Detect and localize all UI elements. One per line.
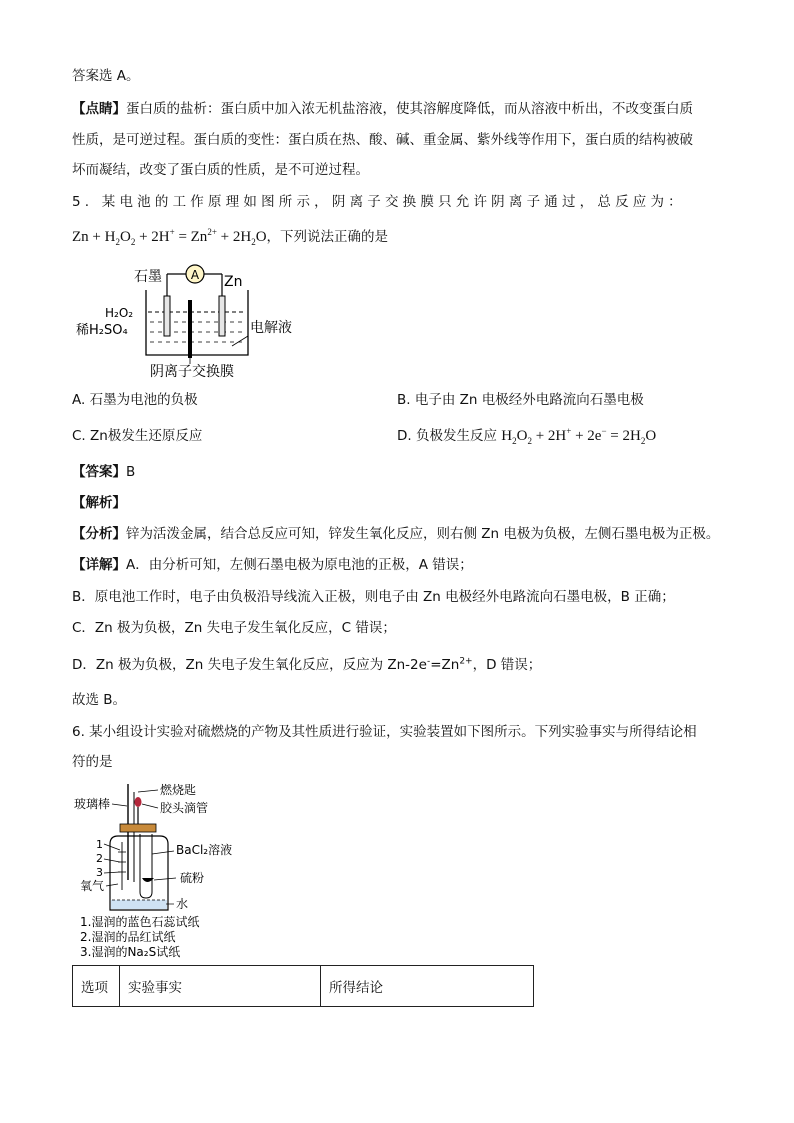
detail-d-prefix: D．Zn 极为负极，Zn 失电子发生氧化反应，反应为 Zn-2e [72,657,427,673]
legend-3: 3.湿润的Na₂S试纸 [80,945,181,959]
xiangjie-tag: 【详解】 [72,557,126,573]
fenxi-line [72,524,719,544]
tip-tag: 【点睛】 [72,101,126,117]
paper-2-label: 2 [96,852,103,865]
detail-a-line [72,555,473,575]
detail-d-suffix: ，D 错误； [472,657,542,673]
detail-a-text: A．由分析可知，左侧石墨电极为原电池的正极，A 错误； [126,557,473,573]
ammeter-label: A [190,268,200,282]
q5-option-d-prefix: D. 负极发生反应 [397,428,497,444]
q5-option-d-equation: $H_2O_2 + 2H^+ + 2e^- = 2H_2O$ [501,426,657,446]
q5-answer-line [72,462,135,482]
fenxi-tag: 【分析】 [72,526,126,542]
membrane [188,300,192,358]
tip-text-1: 蛋白质的盐析：蛋白质中加入浓无机盐溶液，使其溶解度降低，而从溶液中析出，不改变蛋白质 [126,101,693,117]
table-header-cell: 所得结论 [321,966,534,1007]
analysis-tag: 【解析】 [72,495,126,511]
dropper-bulb [135,797,142,807]
tip-line-1 [72,99,693,119]
conclusion-line: 故选 B。 [72,692,127,708]
paper-1-label: 1 [96,838,103,851]
tip-line-2: 性质，是可逆过程。蛋白质的变性：蛋白质在热、酸、碱、重金属、紫外线等作用下，蛋白质的结构被破 [72,132,693,148]
q5-stem: 5. 某电池的工作原理如图所示，阴离子交换膜只允许阴离子通过，总反应为： [72,194,686,210]
sulfur-label: 硫粉 [180,871,205,885]
membrane-label: 阴离子交换膜 [150,364,234,380]
tip-line-3: 坏而凝结，改变了蛋白质的性质，是不可逆过程。 [72,162,369,178]
detail-c-line: C．Zn 极为负极，Zn 失电子发生氧化反应，C 错误； [72,620,396,636]
reaction-flask [110,836,168,910]
table-header-cell: 实验事实 [120,966,321,1007]
battery-diagram [72,260,312,385]
q5-option-a: A. 石墨为电池的负极 [72,392,198,408]
apparatus-diagram [72,782,262,962]
q6-options-table [72,965,534,1007]
answer-value: B [126,464,136,480]
stopper [120,824,156,832]
zn-electrode [219,296,225,336]
table-header-row [73,966,534,1007]
legend-1: 1.湿润的蓝色石蕊试纸 [80,915,200,929]
electrolyte-label: 电解液 [250,320,292,336]
paper-3-label: 3 [96,866,103,879]
h2so4-label: 稀H₂SO₄ [76,323,128,338]
legend-2: 2.湿润的品红试纸 [80,930,176,944]
answer-line-prev: 答案选 A。 [72,68,140,84]
detail-d-line: D．Zn 极为负极，Zn 失电子发生氧化反应，反应为 $Zn-2e^-=Zn^{2+}$，D 错误； [72,656,542,673]
water-label: 水 [176,897,189,911]
oxygen-label: 氧气 [80,879,105,893]
graphite-electrode [164,296,170,336]
q5-equation-line [72,227,388,247]
table-header-cell: 选项 [73,966,120,1007]
zn-label: Zn [224,274,243,290]
q6-stem-2: 符的是 [72,754,113,770]
detail-d-mid: =Zn [430,657,460,673]
water-layer [111,900,167,909]
graphite-label: 石墨 [134,269,162,285]
answer-tag: 【答案】 [72,464,126,480]
q5-option-d [397,426,656,446]
q5-equation-suffix: ，下列说法正确的是 [266,229,389,245]
q5-equation: $Zn + H_2O_2 + 2H^+ = Zn^{2+} + 2H_2O$ [72,227,267,247]
q5-option-c: C. Zn极发生还原反应 [72,428,203,444]
fenxi-text: 锌为活泼金属，结合总反应可知，锌发生氧化反应，则右侧 Zn 电极为负极，左侧石墨电极为正极。 [126,526,720,542]
dropper-label: 胶头滴管 [160,801,209,815]
q6-stem-1: 6. 某小组设计实验对硫燃烧的产物及其性质进行验证，实验装置如下图所示。下列实验事实与所得结论相 [72,724,697,740]
q5-option-b: B. 电子由 Zn 电极经外电路流向石墨电极 [397,392,644,408]
glass-rod-label: 玻璃棒 [74,797,111,811]
h2o2-label: H₂O₂ [105,306,134,320]
detail-b-line: B．原电池工作时，电子由负极沿导线流入正极，则电子由 Zn 电极经外电路流向石墨电极，B 正确； [72,589,675,605]
bacl2-label: BaCl₂溶液 [176,843,233,857]
spoon-label: 燃烧匙 [160,783,197,797]
